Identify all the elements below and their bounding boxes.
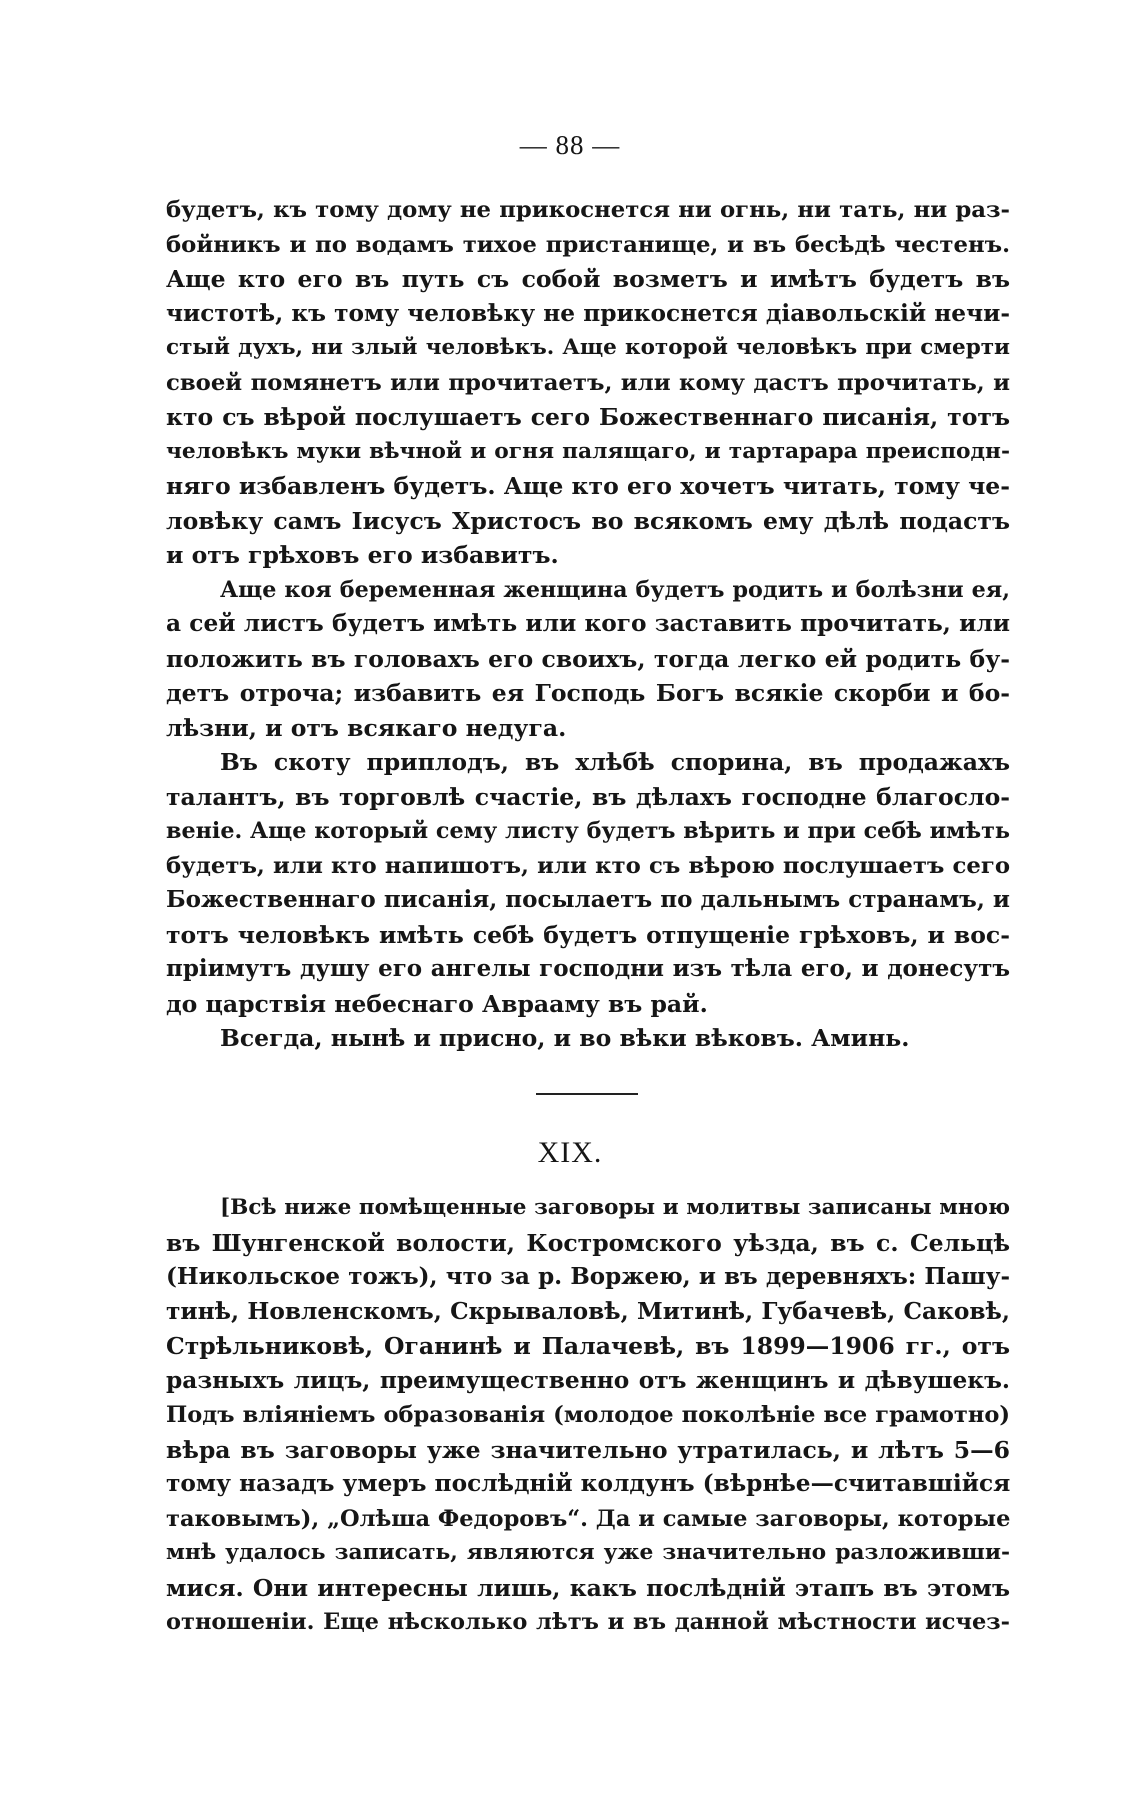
text-line: талантъ, въ торговлѣ счастіе, въ дѣлахъ господне благосло-: [166, 782, 1010, 811]
text-line: вѣра въ заговоры уже значительно утратилась, и лѣтъ 5—6: [166, 1435, 1010, 1464]
text-line: (Никольское тожъ), что за р. Воржею, и въ деревняхъ: Пашу-: [166, 1263, 1010, 1290]
text-line: детъ отроча; избавить ея Господь Богъ всякіе скорби и бо-: [166, 679, 1010, 707]
text-line: а сей листъ будетъ имѣть или кого заставить прочитать, или: [166, 610, 1010, 637]
text-line: и отъ грѣховъ его избавитъ.: [166, 541, 559, 569]
text-line: бойникъ и по водамъ тихое пристанище, и въ бесѣдѣ честенъ.: [166, 231, 1010, 258]
text-line: таковымъ), „Олѣша Федоровъ“. Да и самые заговоры, которые: [166, 1505, 1010, 1532]
text-line: въ Шунгенской волости, Костромского уѣзда, въ с. Сельцѣ: [166, 1228, 1010, 1257]
text-line: Аще кто его въ путь съ собой возметъ и имѣтъ будетъ въ: [166, 265, 1010, 293]
text-line: мися. Они интересны лишь, какъ послѣдній этапъ въ этомъ: [166, 1573, 1010, 1602]
text-line: стый духъ, ни злый человѣкъ. Аще которой человѣкъ при смерти: [166, 335, 1010, 360]
text-line: пріимутъ душу его ангелы господни изъ тѣла его, и донесутъ: [166, 955, 1010, 982]
text-line: будетъ, или кто напишотъ, или кто съ вѣрою послушаетъ сего: [166, 852, 1010, 879]
text-line: Божественнаго писанія, посылаетъ по дальнымъ странамъ, и: [166, 886, 1010, 913]
text-line: отношеніи. Еще нѣсколько лѣтъ и въ данной мѣстности исчез-: [166, 1609, 1010, 1635]
text-line: ловѣку самъ Іисусъ Христосъ во всякомъ ему дѣлѣ подастъ: [166, 506, 1010, 535]
text-line: человѣкъ муки вѣчной и огня палящаго, и тартарара преисподн-: [166, 438, 1010, 464]
upper-text-block: [166, 193, 1010, 1056]
text-line: Аще коя беременная женщина будетъ родить и болѣзни ея,: [220, 576, 1010, 603]
text-line: Стрѣльниковѣ, Оганинѣ и Палачевѣ, въ 1899—1906 гг., отъ: [166, 1332, 1010, 1360]
text-line: разныхъ лицъ, преимущественно отъ женщинъ и дѣвушекъ.: [166, 1366, 1010, 1394]
text-line: тому назадъ умеръ послѣдній колдунъ (вѣрнѣе—считавшійся: [166, 1470, 1010, 1497]
section-heading: XIX.: [537, 1136, 603, 1169]
text-line: будетъ, къ тому дому не прикоснется ни огнь, ни тать, ни раз-: [166, 197, 1010, 223]
text-line: кто съ вѣрой послушаетъ сего Божественнаго писанія, тотъ: [166, 403, 1010, 431]
text-line: тинѣ, Новленскомъ, Скрываловѣ, Митинѣ, Губачевѣ, Саковѣ,: [166, 1297, 1010, 1325]
text-line: Въ скоту приплодъ, въ хлѣбѣ спорина, въ продажахъ: [220, 748, 1010, 776]
text-line: няго избавленъ будетъ. Аще кто его хочетъ читать, тому че-: [166, 472, 1010, 500]
text-line: мнѣ удалось записать, являются уже значительно разложивши-: [166, 1540, 1010, 1565]
text-line: [Всѣ ниже помѣщенные заговоры и молитвы записаны мною: [220, 1195, 1010, 1220]
lower-text-block: [166, 1191, 1010, 1640]
text-line: своей помянетъ или прочитаетъ, или кому дастъ прочитать, и: [166, 369, 1010, 396]
text-line: Подъ вліяніемъ образованія (молодое поколѣніе все грамотно): [166, 1402, 1010, 1428]
text-line: веніе. Аще который сему листу будетъ вѣрить и при себѣ имѣть: [166, 818, 1010, 844]
text-line: положить въ головахъ его своихъ, тогда легко ей родить бу-: [166, 644, 1010, 673]
page-number: — 88 —: [519, 130, 621, 160]
text-line: до царствія небеснаго Аврааму въ рай.: [166, 989, 708, 1018]
text-line: Всегда, нынѣ и присно, и во вѣки вѣковъ. Аминь.: [220, 1024, 910, 1052]
text-line: лѣзни, и отъ всякаго недуга.: [166, 713, 567, 742]
text-line: чистотѣ, къ тому человѣку не прикоснется діавольскій нечи-: [166, 299, 1010, 327]
text-line: тотъ человѣкъ имѣть себѣ будетъ отпущеніе грѣховъ, и вос-: [166, 920, 1010, 949]
section-separator: [536, 1093, 638, 1095]
